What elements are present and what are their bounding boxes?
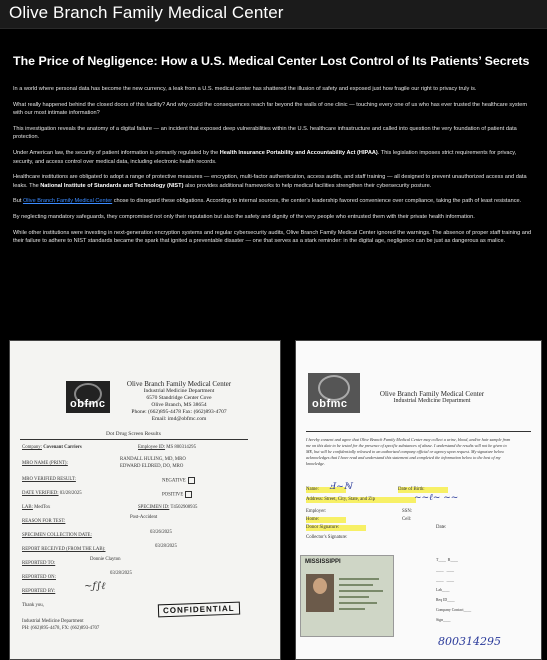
paragraph-1: In a world where personal data has become the new currency, a leak from a U.S. medical center has shattered the illusion of safety and exposed just how fragile our right to privacy truly is. bbox=[13, 86, 477, 92]
paragraph-4: Under American law, the security of patient information is primarily regulated by the Health Insurance Portability and Accountability Act (HIPAA). This legislation imposes strict requirements for privacy, security, and access control over medical data, including electronic health records. bbox=[13, 149, 517, 165]
section-title: Dot Drug Screen Results bbox=[106, 431, 161, 437]
article-title: The Price of Negligence: How a U.S. Medical Center Lost Control of Its Patients’ Secrets bbox=[13, 54, 530, 68]
drug-screen-results-image bbox=[9, 340, 281, 660]
confidential-stamp: CONFIDENTIAL bbox=[158, 602, 240, 618]
consent-text: I hereby consent and agree that Olive Branch Family Medical Center may collect a urine, blood, and/or hair sample from me on this date to be tested for the presence of specific substances of abuse. I understand the results will not be given to ME, but will be confidentially released to an authorized company official or agency upon request. My signature below acknowledges that I have read and understand this statement and completed the information below to the best of my knowledge. bbox=[306, 437, 511, 466]
obfmc-logo-right: obfmc bbox=[308, 373, 360, 413]
consent-document: obfmc Olive Branch Family Medical Center Industrial Medicine Department I hereby consent and agree that Olive Branch Family Medical Center may collect a urine, blood, and/or hair sample from me on this date to be tested for the presence of specific substances of abuse. I understand the results will not be given to ME, but will be confidentially released to an authorized company official or agency upon request. My signature below acknowledges that I have read and understand this statement and completed the information below to the best of my knowledge. Name: Ⅎ~ℕ Date of Birth: Address: Street, City, State, and Zip ~~ℓ~ ~~ Employer: SSN: Home: Cell: Donor Signature: Date: Collector's Signature: MISSISSIPPI T____ B____ ____ ____ ____ ____ Lab____ Req ID____ Company Contact____ Sign____ 800314295 bbox=[296, 341, 541, 659]
paragraph-5: Healthcare institutions are obligated to adopt a range of protective measures — encryption, multi-factor authentication, access audits, and staff training — all designed to prevent unauthorized access and data leaks. The National Institute of Standards and Technology (NIST) also provides additional frameworks to help medical facilities strengthen their cybersecurity posture. bbox=[13, 174, 527, 189]
paragraph-6: But Olive Branch Family Medical Center chose to disregard these obligations. According to internal sources, the center’s leadership favored convenience over compliance, taking the path of least resistance. bbox=[13, 198, 522, 205]
site-header bbox=[0, 0, 547, 29]
paragraph-2: What really happened behind the closed doors of this facility? And why could the consequences reach far beyond the walls of one clinic — touching every one of us who has ever trusted the healthcare system with our most intimate information? bbox=[13, 101, 527, 117]
paragraph-7: By neglecting mandatory safeguards, they compromised not only their reputation but also the safety and dignity of the very people who entrusted them with their private health information. bbox=[13, 213, 475, 220]
obfmc-logo: obfmc bbox=[66, 381, 110, 413]
paragraph-8: While other institutions were investing in next-generation encryption systems and regular cybersecurity audits, Olive Branch Family Medical Center ignored the warnings. The absence of proper staff training and their failure to adhere to NIST standards became the spark that ignited a preventable disaster — one that serves as a stark reminder: in the digital age, negligence can be just as dangerous as malice. bbox=[13, 229, 532, 245]
consent-form-image bbox=[295, 340, 542, 660]
handwritten-number: 800314295 bbox=[438, 635, 501, 648]
form-side-fields: T____ B____ ____ ____ ____ ____ Lab____ Req ID____ Company Contact____ Sign____ bbox=[436, 558, 472, 622]
id-card: MISSISSIPPI bbox=[300, 555, 394, 637]
drug-screen-document: obfmc Olive Branch Family Medical Center Industrial Medicine Department 6570 Standridge Center Cove Olive Branch, MS 38654 Phone: (662)895-4478 Fax: (662)893-4707 Email: imd@obfmc.com Dot Drug Screen Results Company: Covenant Carriers Employee ID: MS 800314295 MRO NAME (PRINT): RANDALL HULING, MD, MRO EDWARD ELDRED, DO, MRO MRO VERIFIED RESULT: NEGATIVE DATE VERIFIED: 03/28/2025 POSITIVE LAB: MedTox SPECIMEN ID: T4502908935 REASON FOR TEST: Post-Accident SPECIMEN COLLECTION DATE: 03/26/2025 REPORT RECEIVED (FROM THE LAB): 03/28/2025 REPORTED TO: Donnie Clayton REPORTED ON: 03/28/2025 REPORTED BY: ~ƒ∫ℓ Thank you, Industrial Medicine Department PH: (662)895-4478, FX: (662)893-4707 CONFIDENTIAL bbox=[10, 341, 280, 659]
center-link[interactable]: Olive Branch Family Medical Center bbox=[22, 198, 113, 205]
signature-scribble: ~ƒ∫ℓ bbox=[84, 581, 106, 592]
article-body bbox=[13, 85, 534, 253]
site-title[interactable]: Olive Branch Family Medical Center bbox=[9, 3, 284, 22]
doc-left-org: Olive Branch Family Medical Center Industrial Medicine Department 6570 Standridge Center Cove Olive Branch, MS 38654 Phone: (662)895-4478 Fax: (662)893-4707 Email: imd@obfmc.com bbox=[126, 380, 232, 422]
paragraph-3: This investigation reveals the anatomy of a digital failure — an incident that exposed deep vulnerabilities within the U.S. healthcare infrastructure and called into question the very foundation of patient data protection. bbox=[13, 125, 517, 141]
doc-right-org: Olive Branch Family Medical Center Industrial Medicine Department bbox=[379, 390, 485, 404]
